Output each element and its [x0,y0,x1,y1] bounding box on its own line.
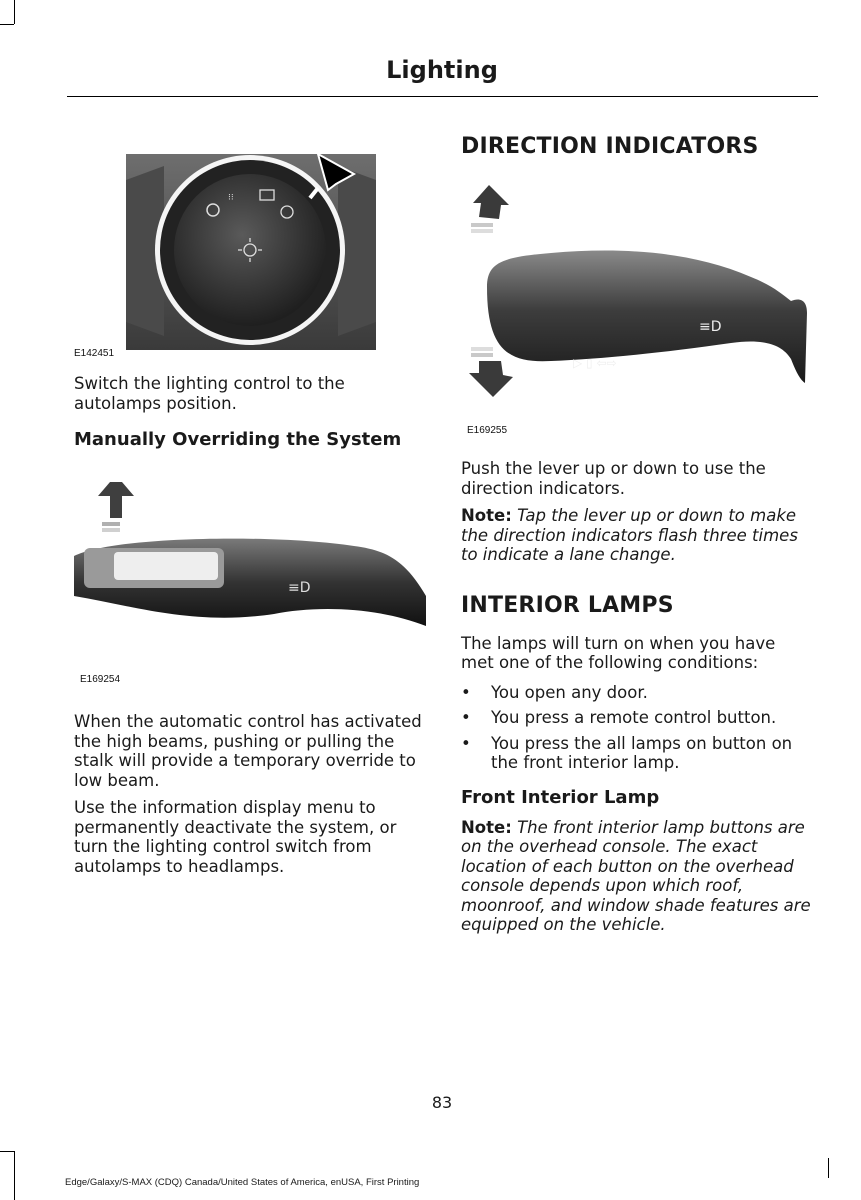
svg-text:≡D: ≡D [288,580,311,596]
note-label: Note: [461,506,512,525]
note-text: The front interior lamp buttons are on the overhead console. The exact location of each button on the overhead console depends upon which roof, moonroof, and window shade features are equipped on the vehicle. [461,817,811,934]
section-heading: INTERIOR LAMPS [461,592,674,618]
section-heading: Front Interior Lamp [461,786,660,808]
bullet: • [461,733,471,753]
left-column [74,140,426,876]
header-rule [67,96,818,97]
crop-mark [828,1158,829,1178]
crop-mark [14,0,15,24]
lighting-stalk-illustration [74,466,426,698]
conditions-list [461,683,813,773]
note-label: Note: [461,817,512,837]
note [461,818,813,935]
direction-indicator-lever-illustration [461,183,813,437]
stalk-override-figure [74,466,426,698]
crop-mark [0,1151,14,1152]
bullet: • [461,708,471,727]
page-title: Lighting [386,56,498,84]
figure-code: E169255 [467,425,508,436]
crop-mark [0,24,14,25]
crop-mark [14,1151,15,1200]
section-heading: DIRECTION INDICATORS [461,134,759,159]
page-number: 83 [431,1093,453,1112]
paragraph: Use the information display menu to permanently deactivate the system, or turn the lighting control switch from autolamps to headlamps. [74,798,397,876]
figure-code: E169254 [80,674,121,685]
list-item [461,734,813,773]
svg-text:⁝⁝: ⁝⁝ [228,193,234,203]
lighting-control-figure [74,140,426,364]
list-item-text: You press a remote control button. [491,708,777,727]
note-text: Tap the lever up or down to make the direction indicators flash three times to indicate a lane change. [461,506,798,564]
note [461,506,813,565]
paragraph: Switch the lighting control to the autolamps position. [74,374,345,413]
list-item-text: You open any door. [491,682,648,702]
list-item [461,683,813,703]
paragraph: When the automatic control has activated the high beams, pushing or pulling the stalk will provide a temporary override to low beam. [74,712,422,790]
lighting-control-switch-illustration [74,140,426,364]
svg-text:≡D: ≡D [699,319,722,335]
svg-text:▷ ▯ ⇦⇨: ▷ ▯ ⇦⇨ [573,356,617,370]
bullet: • [461,682,471,702]
paragraph: The lamps will turn on when you have met one of the following conditions: [461,633,776,672]
right-column [461,134,813,935]
paragraph: Push the lever up or down to use the direction indicators. [461,459,766,498]
section-heading: Manually Overriding the System [74,429,402,450]
list-item-text: You press the all lamps on button on the front interior lamp. [491,733,793,772]
direction-indicator-figure [461,183,813,437]
footer: Edge/Galaxy/S-MAX (CDQ) Canada/United States of America, enUSA, First Printing [65,1177,420,1188]
figure-code: E142451 [74,348,115,359]
list-item [461,708,813,728]
